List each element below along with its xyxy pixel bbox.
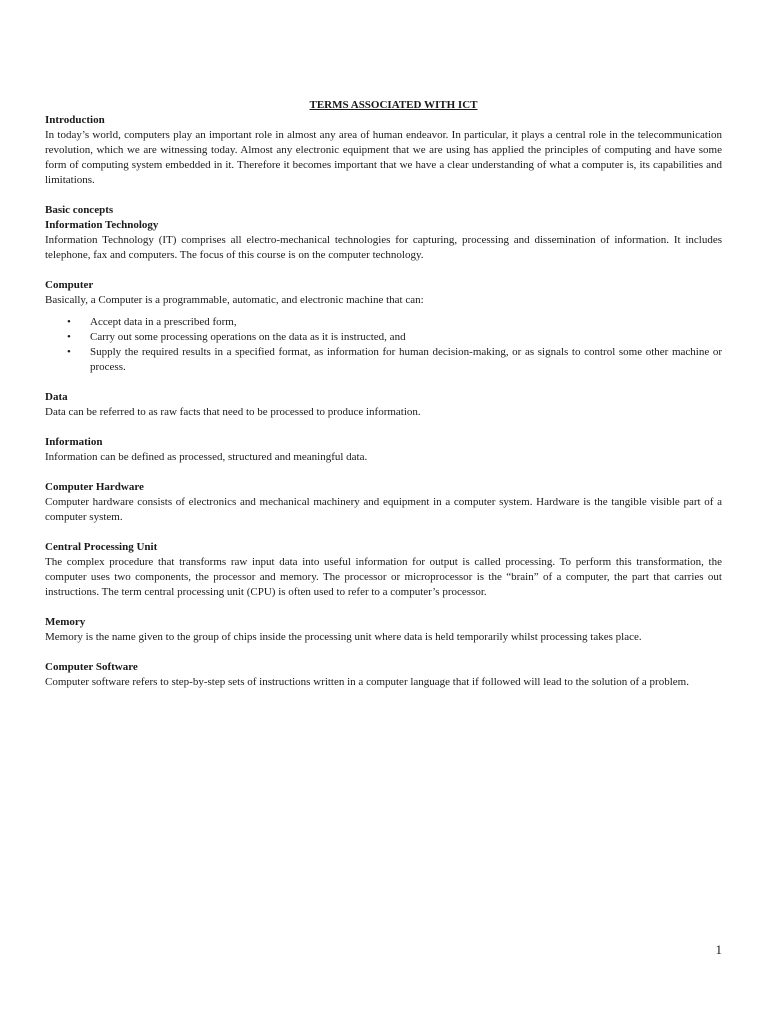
information-technology-text: Information Technology (IT) comprises all electro-mechanical technologies for capturing, processing and dissemination of information. It includes telephone, fax and computers. The focus of this course is on the computer technology. [45,234,722,261]
information-text: Information can be defined as processed, structured and meaningful data. [45,451,368,463]
list-item [45,330,722,345]
data-text: Data can be referred to as raw facts that need to be processed to produce information. [45,406,421,418]
document-title: TERMS ASSOCIATED WITH ICT [309,99,478,111]
computer-heading: Computer [45,279,94,291]
memory-text: Memory is the name given to the group of chips inside the processing unit where data is held temporarily whilst processing takes place. [45,631,642,643]
computer-software-text: Computer software refers to step-by-step sets of instructions written in a computer language that if followed will lead to the solution of a problem. [45,676,689,688]
basic-concepts-heading: Basic concepts [45,204,114,216]
spacer [45,465,722,480]
memory-heading: Memory [45,616,86,628]
spacer [45,263,722,278]
spacer [45,525,722,540]
bullet-icon: • [67,331,71,343]
information-technology-heading: Information Technology [45,219,159,231]
list-item-text: Accept data in a prescribed form, [90,316,237,328]
information-heading: Information [45,436,103,448]
document-page [45,98,722,690]
computer-software-heading: Computer Software [45,661,138,673]
cpu-text: The complex procedure that transforms raw input data into useful information for output is called processing. To perform this transformation, the computer uses two components, the processor and memory. The processor or microprocessor is the “brain” of a computer, the part that carries out instructions. The term central processing unit (CPU) is often used to refer to a computer’s processor. [45,556,722,598]
list-item [45,345,722,375]
cpu-heading: Central Processing Unit [45,541,158,553]
computer-hardware-heading: Computer Hardware [45,481,144,493]
introduction-text: In today’s world, computers play an important role in almost any area of human endeavor. In particular, it plays a central role in the telecommunication revolution, which we are witnessing today. Almost any electronic equipment that we are using has applied the principles of computing and have some form of computing system embedded in it. Therefore it becomes important that we have a clear understanding of what a computer is, its capabilities and limitations. [45,129,722,186]
spacer [45,420,722,435]
data-heading: Data [45,391,68,403]
bullet-icon: • [67,316,71,328]
computer-hardware-text: Computer hardware consists of electronics and mechanical machinery and equipment in a computer system. Hardware is the tangible visible part of a computer system. [45,496,722,523]
bullet-icon: • [67,346,71,358]
computer-capabilities-list [45,315,722,375]
list-item-text: Carry out some processing operations on the data as it is instructed, and [90,331,406,343]
list-item-text: Supply the required results in a specified format, as information for human decision-making, or as signals to control some other machine or process. [90,346,722,373]
spacer [45,645,722,660]
spacer [45,600,722,615]
computer-text: Basically, a Computer is a programmable, automatic, and electronic machine that can: [45,294,424,306]
list-item [45,315,722,330]
spacer [45,375,722,390]
spacer [45,188,722,203]
introduction-heading: Introduction [45,114,105,126]
page-number: 1 [715,942,722,957]
spacer [45,308,722,315]
